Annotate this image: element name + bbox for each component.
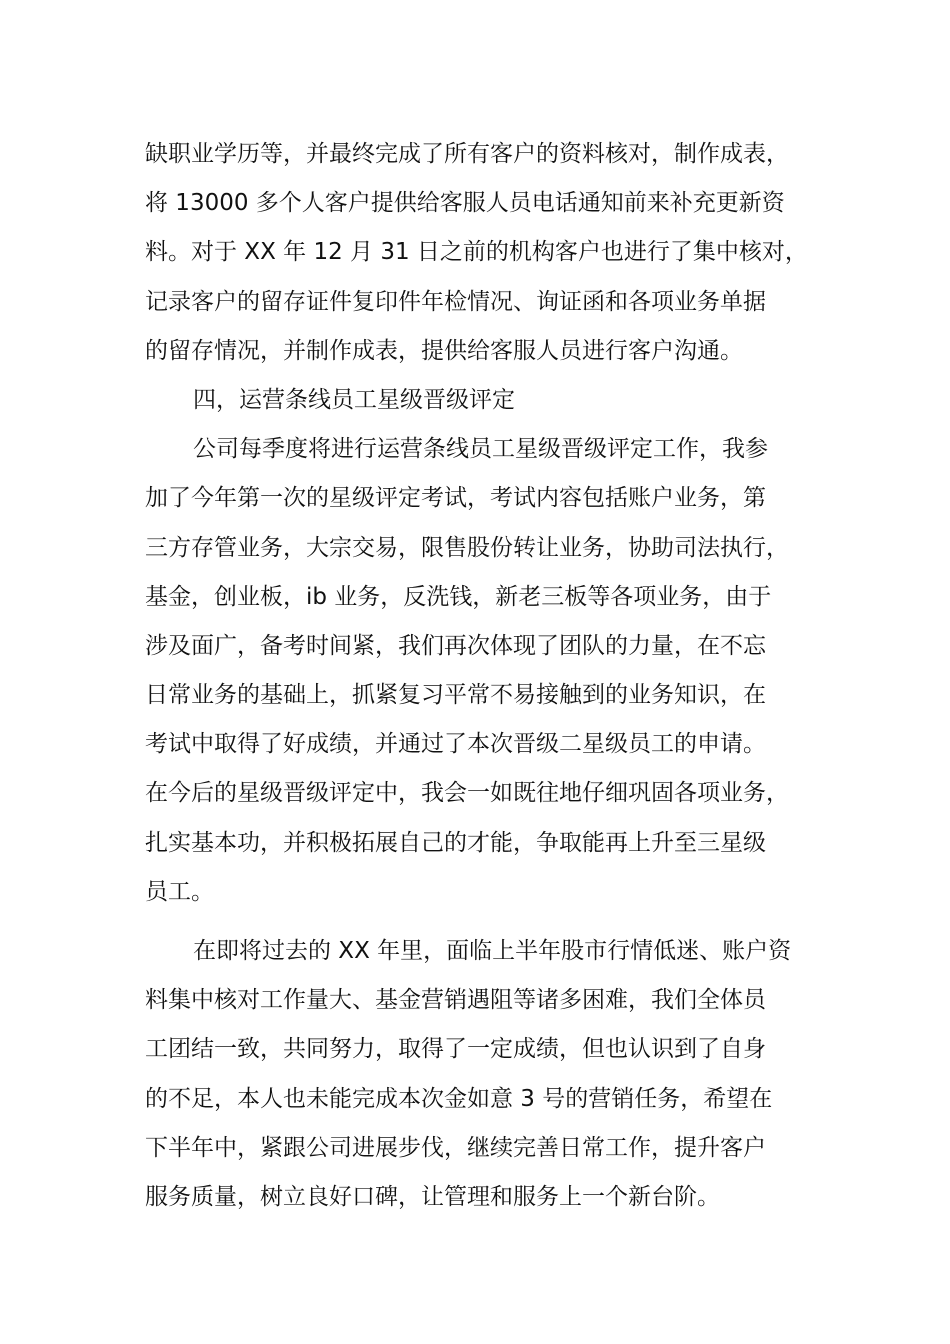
text-line: 缺职业学历等，并最终完成了所有客户的资料核对，制作成表，	[145, 141, 789, 167]
text-line: 扎实基本功，并积极拓展自己的才能，争取能再上升至三星级	[145, 829, 766, 856]
text-line: 在今后的星级晋级评定中，我会一如既往地仔细巩固各项业务，	[145, 780, 789, 807]
text-line: 加了今年第一次的星级评定考试，考试内容包括账户业务，第	[145, 485, 766, 512]
text-line: 下半年中，紧跟公司进展步伐，继续完善日常工作，提升客户	[145, 1134, 766, 1161]
text-line: 将 13000 多个人客户提供给客服人员电话通知前来补充更新资	[145, 190, 785, 217]
text-line: 记录客户的留存证件复印件年检情况、询证函和各项业务单据	[145, 288, 766, 315]
text-line: 服务质量，树立良好口碑，让管理和服务上一个新台阶。	[145, 1183, 720, 1210]
text-line: 的留存情况，并制作成表，提供给客服人员进行客户沟通。	[145, 337, 743, 364]
text-line: 涉及面广，备考时间紧，我们再次体现了团队的力量，在不忘	[145, 632, 766, 659]
text-line: 料集中核对工作量大、基金营销遇阻等诸多困难，我们全体员	[145, 987, 766, 1014]
text-line: 三方存管业务，大宗交易，限售股份转让业务，协助司法执行，	[145, 534, 789, 561]
document-body	[145, 130, 815, 1222]
section-heading: 四，运营条线员工星级晋级评定	[193, 386, 515, 413]
text-line: 的不足，本人也未能完成本次金如意 3 号的营销任务，希望在	[145, 1085, 773, 1112]
paragraph-3	[145, 927, 815, 1222]
paragraph-spacer	[145, 917, 815, 927]
text-line: 考试中取得了好成绩，并通过了本次晋级二星级员工的申请。	[145, 731, 766, 758]
text-line: 公司每季度将进行运营条线员工星级晋级评定工作，我参	[193, 436, 768, 463]
text-line: 在即将过去的 XX 年里，面临上半年股市行情低迷、账户资	[193, 938, 792, 964]
text-line: 员工。	[145, 878, 214, 905]
paragraph-1	[145, 130, 815, 376]
paragraph-2	[145, 425, 815, 917]
text-line: 料。对于 XX 年 12 月 31 日之前的机构客户也进行了集中核对，	[145, 239, 808, 266]
text-line: 基金，创业板，ib 业务，反洗钱，新老三板等各项业务，由于	[145, 583, 772, 610]
text-line: 日常业务的基础上，抓紧复习平常不易接触到的业务知识，在	[145, 682, 766, 709]
text-line: 工团结一致，共同努力，取得了一定成绩，但也认识到了自身	[145, 1036, 766, 1063]
